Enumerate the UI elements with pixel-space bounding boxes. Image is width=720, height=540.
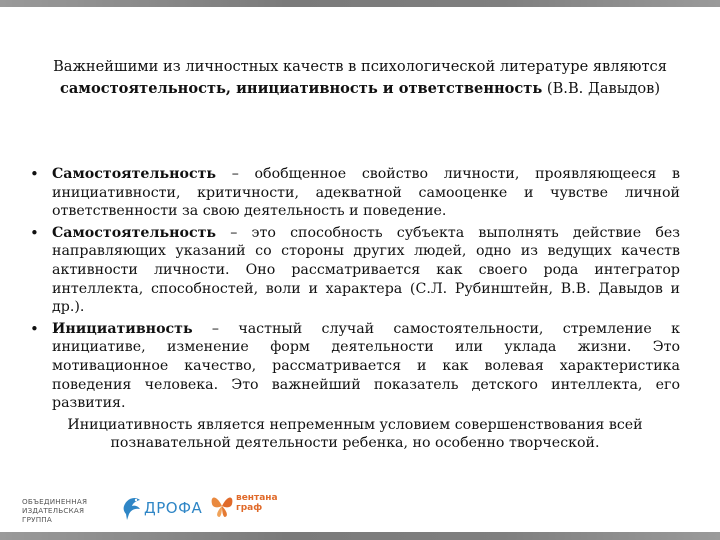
ventana-graf-logo: [210, 490, 280, 524]
bullet-icon: •: [30, 165, 39, 183]
title-bold: самостоятельность, инициативность и ответственность: [59, 80, 543, 97]
bottom-bar: [0, 532, 720, 540]
drofa-wordmark: ДРОФА: [144, 499, 203, 517]
item-text: – частный случай самостоятельности, стремление к инициативе, изменение форм деятельности или уклада жизни. Это мотивационное качество, рассматривается и как волевая характеристика поведения человека. Это важнейший показатель детского интеллекта, его развития.: [52, 320, 680, 412]
item-term: Инициативность: [52, 320, 193, 337]
bullet-icon: •: [30, 223, 39, 242]
item-term: Самостоятельность: [52, 224, 217, 241]
publishing-group-logo: [22, 497, 114, 524]
title-tail: (В.В. Давыдов): [542, 80, 661, 97]
item-text: – обобщенное свойство личности, проявляющееся в инициативности, критичности, адекватной самооценке и чувстве личной ответственности за свою деятельность и поведение.: [52, 166, 680, 220]
bullet-icon: •: [30, 319, 39, 338]
title-line2: [40, 78, 680, 100]
list-item: [30, 224, 680, 317]
slide-title: [40, 56, 680, 100]
drofa-logo: [120, 492, 210, 522]
ventana-line1: вентана: [236, 493, 278, 503]
item-text: – это способность субъекта выполнять действие без направляющих указаний со стороны других людей, одно из ведущих качеств активности личности. Оно рассматривается как своего рода интегратор интеллекта, способностей, воли и характера (С.Л. Рубинштейн, В.В. Давыдов и др.).: [52, 224, 680, 316]
butterfly-icon: [210, 492, 234, 520]
closing-paragraph: Инициативность является непременным условием совершенствования всей познавательной деятельности ребенка, но особенно творческой.: [67, 416, 643, 452]
ventana-wordmark: [236, 493, 278, 513]
top-bar: [0, 0, 720, 7]
title-line1: Важнейшими из личностных качеств в психологической литературе являются: [53, 58, 667, 75]
group-line2: ИЗДАТЕЛЬСКАЯ ГРУППА: [22, 506, 85, 524]
publisher-logos: [22, 490, 282, 526]
ventana-line2: граф: [236, 503, 263, 513]
group-line1: ОБЪЕДИНЕННАЯ: [22, 497, 88, 506]
bird-icon: [120, 492, 144, 522]
item-term: Самостоятельность: [52, 166, 217, 182]
content: [30, 165, 680, 453]
list-item: [30, 165, 680, 221]
list-item: [30, 320, 680, 413]
